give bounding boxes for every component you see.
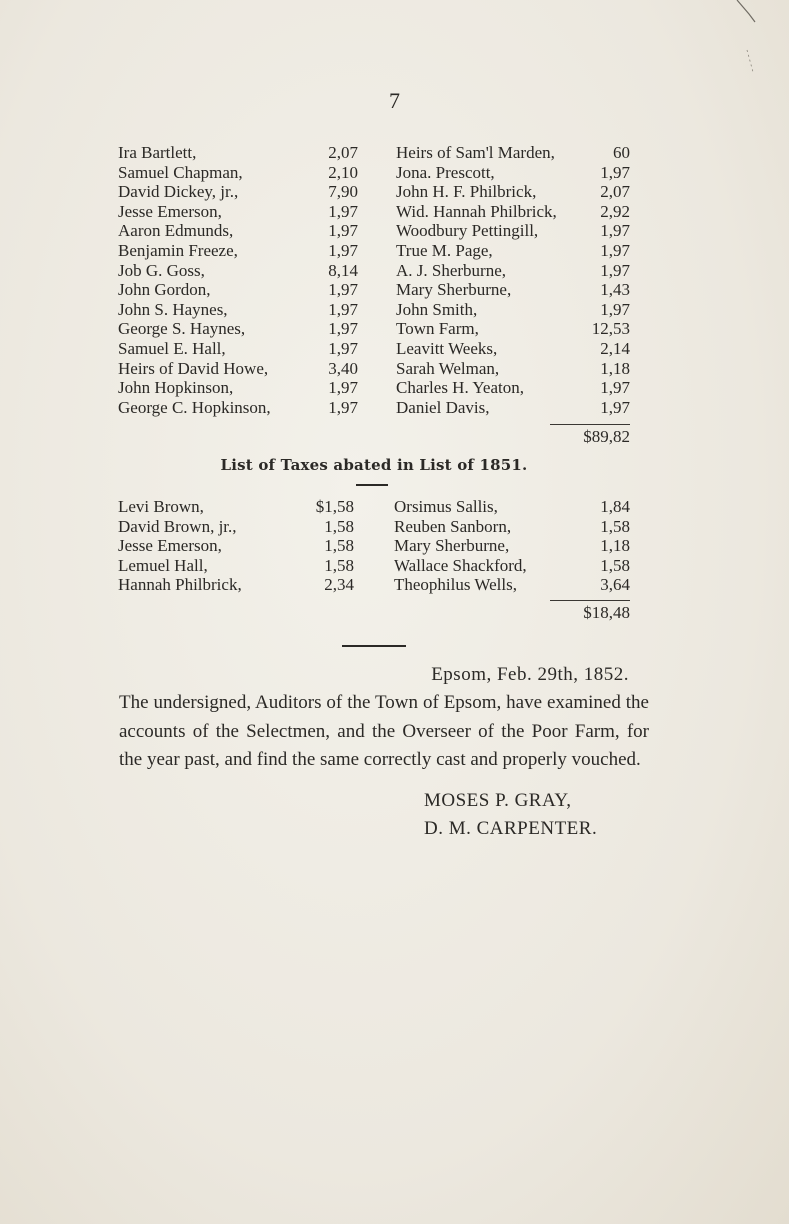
taxpayer-name: True M. Page,: [396, 240, 493, 260]
tax-amount: 1,97: [600, 299, 630, 319]
tax-amount: 1,97: [328, 319, 358, 339]
tax-amount: 60: [613, 143, 630, 162]
signature-line: D. M. CARPENTER.: [424, 818, 598, 839]
taxpayer-name: John Gordon,: [118, 280, 211, 300]
tax-amount: 1,97: [600, 378, 630, 398]
taxpayer-name: A. J. Sherburne,: [396, 260, 507, 280]
tax-amount: 1,97: [328, 378, 358, 398]
tax-amount: 1,58: [324, 536, 354, 556]
taxpayer-name: Mary Sherburne,: [394, 536, 510, 556]
taxpayer-name: Hannah Philbrick,: [118, 575, 242, 595]
taxpayer-name: Town Farm,: [396, 319, 479, 339]
taxpayer-name: Charles H. Yeaton,: [396, 378, 524, 398]
tax-amount: $1,58: [315, 497, 354, 516]
tax-amount: 1,97: [328, 201, 358, 221]
tax-amount: 1,97: [600, 260, 630, 280]
tax-amount: 1,43: [600, 280, 630, 300]
taxpayer-name: Job G. Goss,: [118, 260, 205, 280]
tax-amount: 2,34: [324, 575, 354, 595]
tax-amount: 7,90: [328, 182, 358, 202]
taxpayer-name: George C. Hopkinson,: [118, 397, 271, 417]
taxpayer-name: John Hopkinson,: [118, 378, 234, 398]
tax-amount: 2,14: [600, 338, 630, 358]
tax-amount: 1,97: [328, 299, 358, 319]
taxpayer-name: Heirs of David Howe,: [118, 358, 269, 378]
tax-amount: 8,14: [328, 260, 358, 280]
tax-amount: 2,92: [600, 201, 630, 221]
taxpayer-name: Wallace Shackford,: [394, 555, 527, 575]
taxpayer-name: Orsimus Sallis,: [394, 497, 498, 516]
taxes-list-total: $89,82: [550, 424, 630, 447]
page-number: 7: [389, 88, 400, 113]
taxpayer-name: Reuben Sanborn,: [394, 516, 512, 536]
taxpayer-name: Heirs of Sam'l Marden,: [396, 143, 555, 162]
taxpayer-name: John S. Haynes,: [118, 299, 228, 319]
tax-amount: 3,40: [328, 358, 358, 378]
taxpayer-name: Jesse Emerson,: [118, 536, 222, 556]
taxpayer-name: Daniel Davis,: [396, 397, 490, 417]
taxpayer-name: Leavitt Weeks,: [396, 338, 498, 358]
section-divider: [342, 645, 406, 647]
auditors-statement: The undersigned, Auditors of the Town of Epsom, have examined the accounts of the Selectmen, and the Overseer of the Poor Farm, for the year past, and find the same correctly cast and properly vouched.: [119, 692, 649, 770]
tax-amount: 1,97: [328, 397, 358, 417]
tax-amount: 1,97: [600, 221, 630, 241]
tax-amount: 1,58: [324, 516, 354, 536]
tax-amount: 1,97: [600, 162, 630, 182]
taxpayer-name: David Dickey, jr.,: [118, 182, 239, 202]
taxpayer-name: Ira Bartlett,: [118, 143, 197, 162]
abated-section-title: List of Taxes abated in List of 1851.: [220, 456, 528, 474]
signature-line: MOSES P. GRAY,: [424, 790, 572, 811]
tax-amount: 2,10: [328, 162, 358, 182]
tax-amount: 1,18: [600, 358, 630, 378]
date-line: Epsom, Feb. 29th, 1852.: [431, 664, 629, 685]
tax-amount: 1,97: [328, 240, 358, 260]
taxpayer-name: John Smith,: [396, 299, 478, 319]
taxpayer-name: Mary Sherburne,: [396, 280, 512, 300]
taxpayer-name: Theophilus Wells,: [394, 575, 517, 595]
tax-amount: 3,64: [600, 575, 630, 595]
taxpayer-name: Aaron Edmunds,: [118, 221, 234, 241]
tax-amount: 1,58: [324, 555, 354, 575]
tax-amount: 12,53: [591, 319, 630, 339]
abated-total: $18,48: [550, 600, 630, 623]
taxpayer-name: David Brown, jr.,: [118, 516, 237, 536]
taxpayer-name: George S. Haynes,: [118, 319, 246, 339]
tax-amount: 1,97: [600, 240, 630, 260]
taxpayer-name: Lemuel Hall,: [118, 555, 208, 575]
tax-amount: 2,07: [328, 143, 358, 162]
tax-amount: 1,58: [600, 516, 630, 536]
page-corner-mark: [727, 0, 767, 90]
tax-amount: 1,18: [600, 536, 630, 556]
taxpayer-name: Wid. Hannah Philbrick,: [396, 201, 557, 221]
taxpayer-name: Jona. Prescott,: [396, 162, 495, 182]
tax-amount: 1,97: [328, 221, 358, 241]
taxpayer-name: Sarah Welman,: [396, 358, 500, 378]
tax-amount: 1,97: [328, 338, 358, 358]
tax-amount: 1,97: [328, 280, 358, 300]
tax-amount: 1,97: [600, 397, 630, 417]
tax-amount: 1,58: [600, 555, 630, 575]
taxpayer-name: Jesse Emerson,: [118, 201, 222, 221]
taxpayer-name: Samuel Chapman,: [118, 162, 243, 182]
section-divider: [356, 484, 388, 486]
taxpayer-name: Samuel E. Hall,: [118, 338, 226, 358]
tax-amount: 2,07: [600, 182, 630, 202]
tax-amount: 1,84: [600, 497, 630, 516]
taxpayer-name: John H. F. Philbrick,: [396, 182, 537, 202]
taxpayer-name: Benjamin Freeze,: [118, 240, 238, 260]
taxpayer-name: Levi Brown,: [118, 497, 204, 516]
taxpayer-name: Woodbury Pettingill,: [396, 221, 539, 241]
